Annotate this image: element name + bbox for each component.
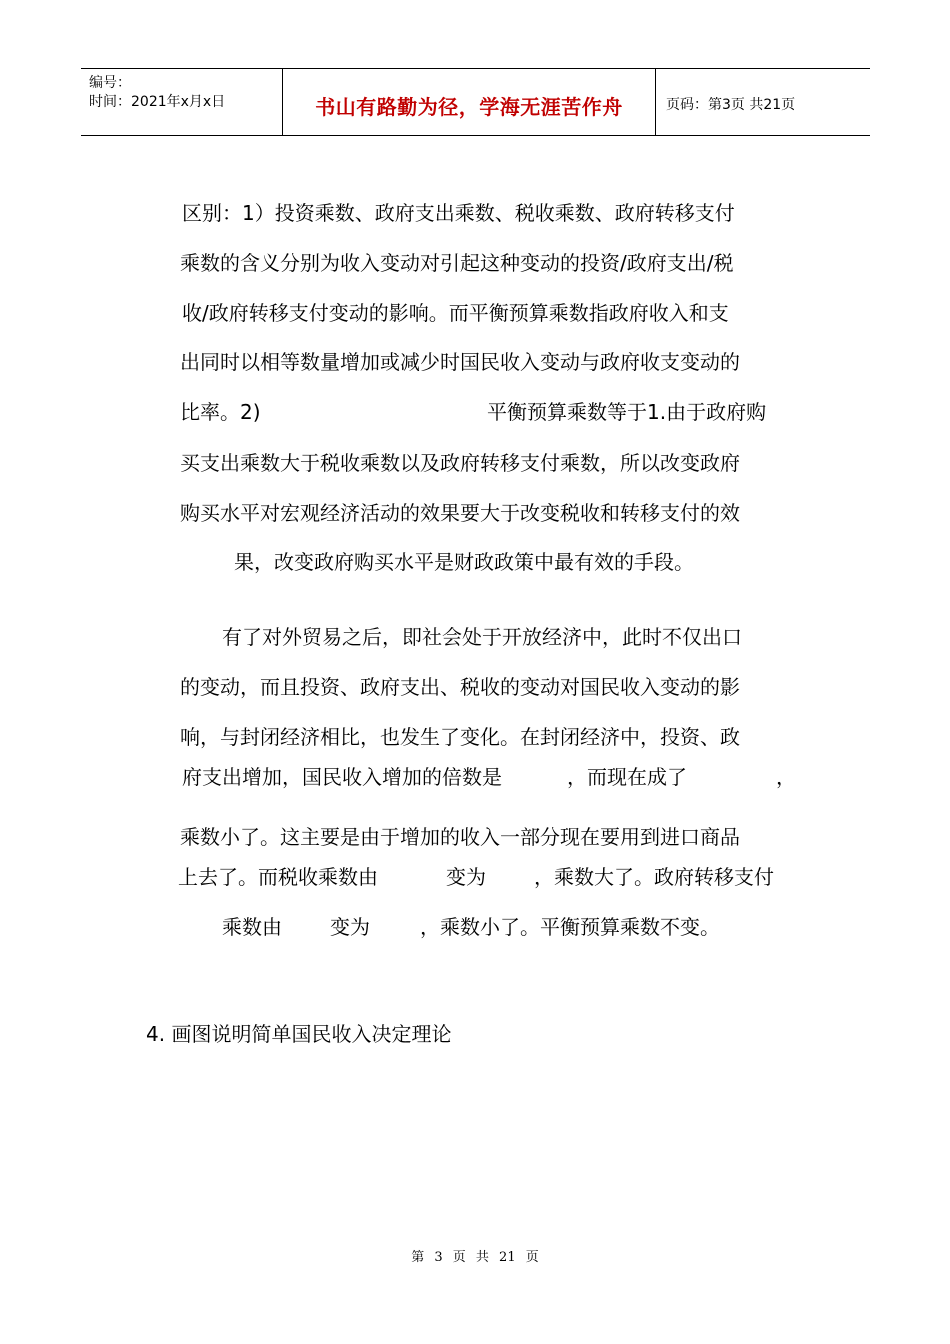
page-header [81,68,870,136]
number-label: 编号： [89,75,131,91]
body-text: 平衡预算乘数等于1.由于政府购 [487,400,767,424]
body-line: 购买水平对宏观经济活动的效果要大于改变税收和转移支付的效 [180,501,740,525]
body-text: 比率。2) [180,400,261,424]
body-line: 果，改变政府购买水平是财政政策中最有效的手段。 [234,550,694,574]
body-line: 买支出乘数大于税收乘数以及政府转移支付乘数，所以改变政府 [180,451,740,475]
body-text: 变为 [330,915,370,939]
page-footer: 第 3 页 共 21 页 [411,1250,539,1265]
body-line: 有了对外贸易之后，即社会处于开放经济中，此时不仅出口 [222,625,742,649]
header-info-cell [81,69,283,135]
body-line: 乘数的含义分别为收入变动对引起这种变动的投资/政府支出/税 [180,251,734,275]
body-text: 上去了。而税收乘数由 [178,865,378,889]
body-text: ，而现在成了 [567,765,687,789]
header-page-number: 页码：第3页 共21页 [666,97,796,113]
header-motto: 书山有路勤为径，学海无涯苦作舟 [315,95,623,119]
body-line: 乘数小了。这主要是由于增加的收入一部分现在要用到进口商品 [180,825,740,849]
body-line: 响，与封闭经济相比，也发生了变化。在封闭经济中，投资、政 [180,725,740,749]
section-heading: 4. 画图说明简单国民收入决定理论 [146,1022,452,1046]
body-line: 区别：1）投资乘数、政府支出乘数、税收乘数、政府转移支付 [182,201,735,225]
body-text: 变为 [446,865,486,889]
body-text: 府支出增加，国民收入增加的倍数是 [182,765,502,789]
date-label: 时间：2021年x月x日 [89,94,226,110]
body-text: 乘数由 [222,915,282,939]
body-line: 出同时以相等数量增加或减少时国民收入变动与政府收支变动的 [180,350,740,374]
header-page-cell [656,69,870,135]
body-text: ，乘数小了。平衡预算乘数不变。 [420,915,720,939]
body-text: ， [776,765,796,789]
body-line: 收/政府转移支付变动的影响。而平衡预算乘数指政府收入和支 [182,301,729,325]
header-motto-cell [283,69,656,135]
body-line: 的变动，而且投资、政府支出、税收的变动对国民收入变动的影 [180,675,740,699]
body-text: ，乘数大了。政府转移支付 [534,865,774,889]
